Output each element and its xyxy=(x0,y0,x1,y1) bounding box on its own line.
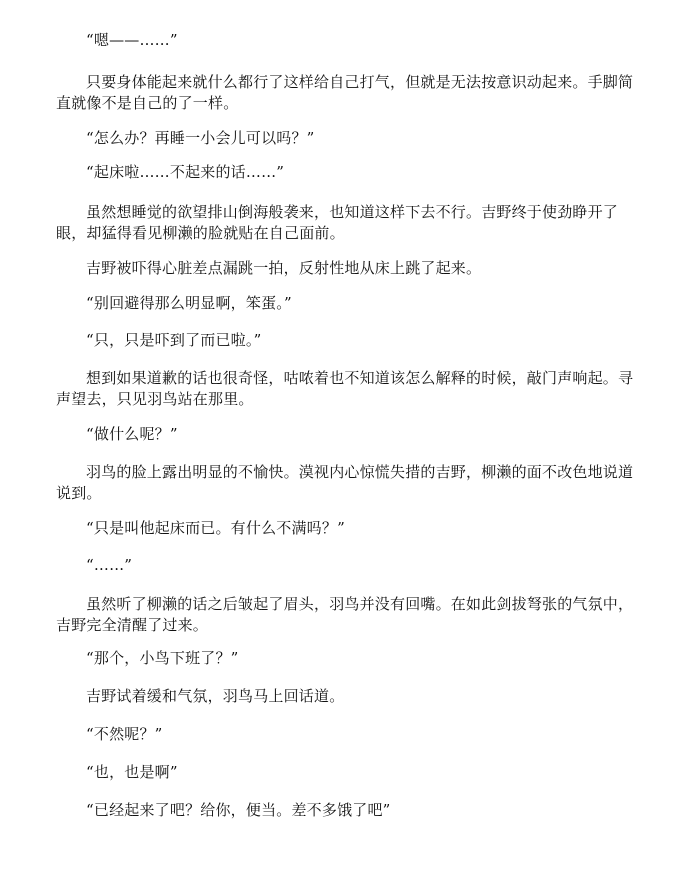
paragraph-14: 虽然听了柳濑的话之后皱起了眉头，羽鸟并没有回嘴。在如此剑拔弩张的气氛中，吉野完全清醒了过来。 xyxy=(56,595,634,634)
paragraph-4: “起床啦……不起来的话……” xyxy=(86,163,285,181)
paragraph-9: 想到如果道歉的话也很奇怪，咕哝着也不知道该怎么解释的时候，敲门声响起。寻声望去，只见羽鸟站在那里。 xyxy=(56,369,634,408)
paragraph-19: “已经起来了吧？给你，便当。差不多饿了吧” xyxy=(86,801,391,819)
paragraph-15: “那个，小鸟下班了？” xyxy=(86,649,239,667)
paragraph-6: 吉野被吓得心脏差点漏跳一拍，反射性地从床上跳了起来。 xyxy=(86,259,482,277)
paragraph-18: “也，也是啊” xyxy=(86,763,178,781)
paragraph-11: 羽鸟的脸上露出明显的不愉快。漠视内心惊慌失措的吉野，柳濑的面不改色地说道说到。 xyxy=(56,463,634,502)
paragraph-12: “只是叫他起床而已。有什么不满吗？” xyxy=(86,519,345,537)
paragraph-1: “嗯——……” xyxy=(86,31,178,49)
paragraph-2: 只要身体能起来就什么都行了这样给自己打气，但就是无法按意识动起来。手脚简直就像不是自己的了一样。 xyxy=(56,73,634,112)
paragraph-13: “……” xyxy=(86,556,133,574)
paragraph-8: “只，只是吓到了而已啦。” xyxy=(86,331,262,349)
paragraph-10: “做什么呢？” xyxy=(86,425,178,443)
paragraph-17: “不然呢？” xyxy=(86,725,163,743)
paragraph-5: 虽然想睡觉的欲望排山倒海般袭来，也知道这样下去不行。吉野终于使劲睁开了眼，却猛得看见柳濑的脸就贴在自己面前。 xyxy=(56,203,619,242)
paragraph-16: 吉野试着缓和气氛，羽鸟马上回话道。 xyxy=(86,687,345,705)
paragraph-7: “别回避得那么明显啊，笨蛋。” xyxy=(86,294,292,312)
paragraph-3: “怎么办？再睡一小会儿可以吗？” xyxy=(86,129,315,147)
